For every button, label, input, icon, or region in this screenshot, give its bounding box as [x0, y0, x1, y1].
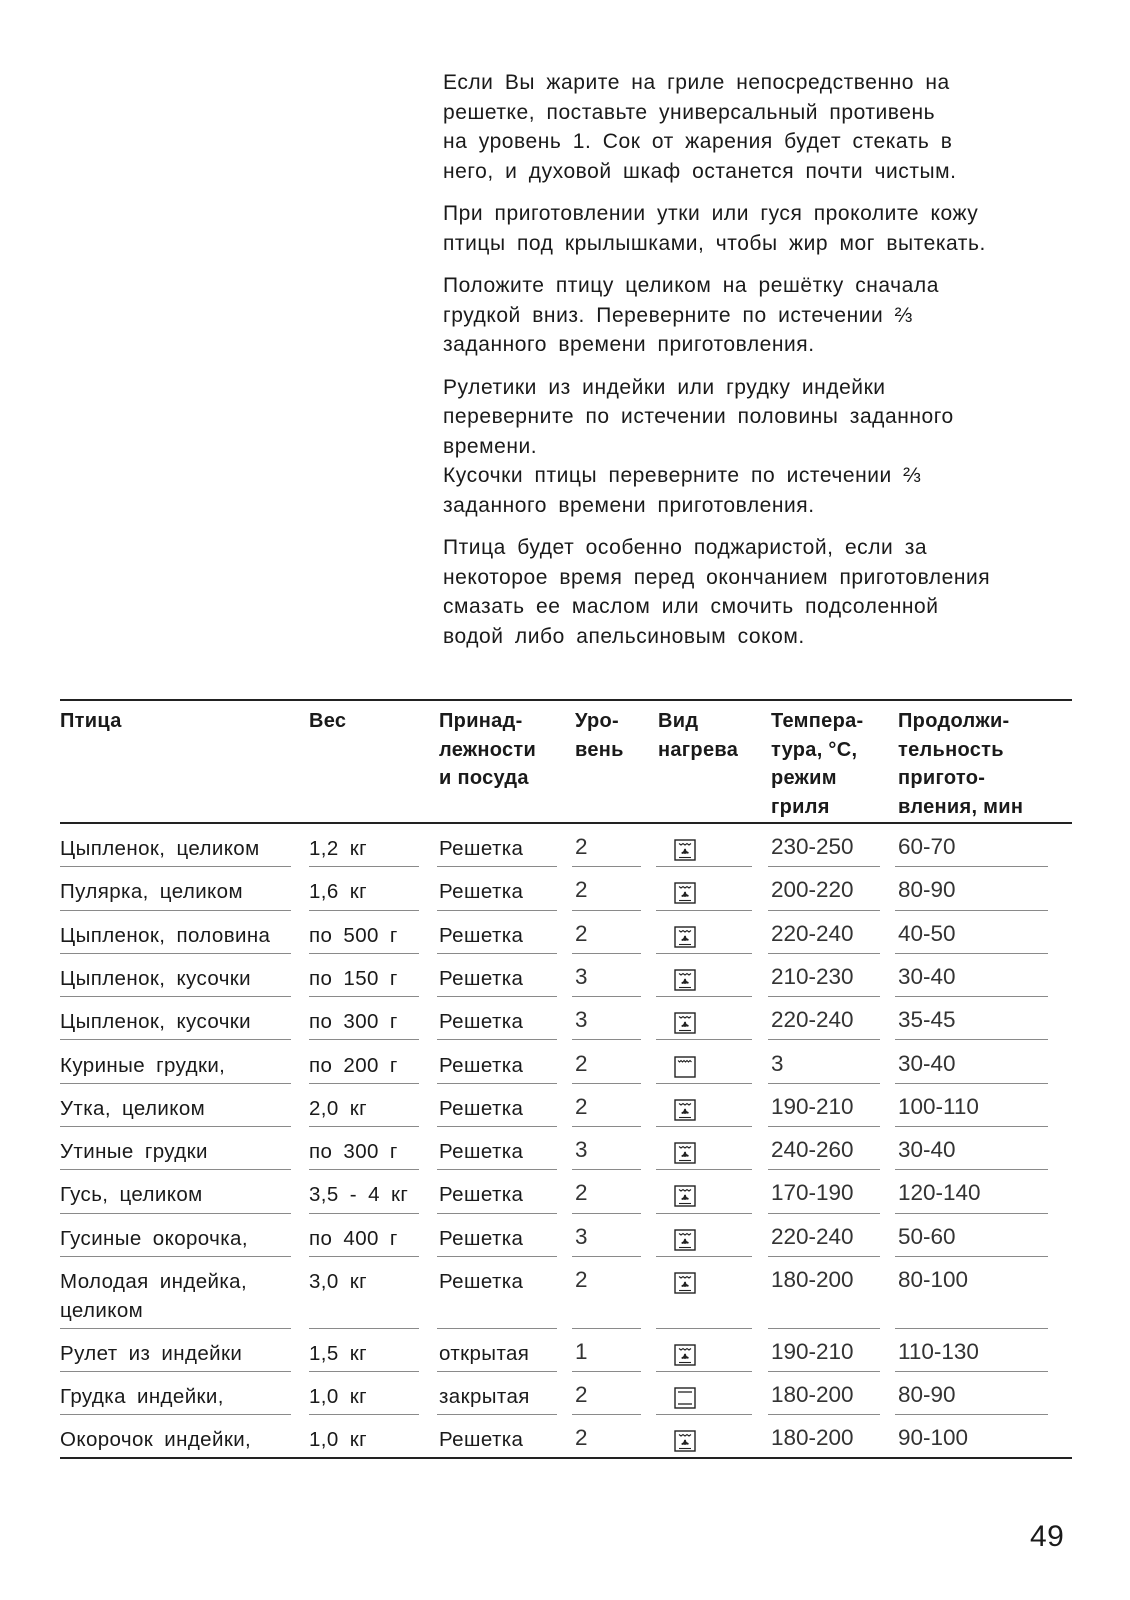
- intro-line: грудкой вниз. Переверните по истечении ⅔: [443, 303, 913, 327]
- cell-weight: по 500 г: [309, 923, 398, 947]
- bird-line: Рулет из индейки: [60, 1341, 243, 1365]
- intro-paragraph: [443, 271, 1073, 360]
- intro-line: При приготовлении утки или гуся проколите кожу: [443, 202, 979, 225]
- cell-level: 2: [575, 1267, 588, 1292]
- cell-weight: по 400 г: [309, 1226, 398, 1250]
- fan-grill-icon: [674, 926, 696, 948]
- cell-accessory: Решетка: [439, 966, 524, 990]
- header-line: тура, °C,: [771, 738, 858, 761]
- cell-weight: 3,0 кг: [309, 1270, 368, 1293]
- cell-duration: 35-45: [898, 1007, 956, 1033]
- cell-temperature: 200-220: [771, 877, 854, 903]
- cell-temperature: 190-210: [771, 1338, 854, 1364]
- table-row: [60, 1257, 1072, 1329]
- cell-level: 2: [575, 1050, 588, 1076]
- table-top-rule: [60, 699, 1072, 701]
- cell-bird: [60, 921, 270, 950]
- intro-paragraph: [443, 199, 1073, 258]
- cell-level: 3: [575, 1137, 588, 1163]
- header-line: Уро-: [575, 710, 619, 732]
- cell-level: 3: [575, 1007, 588, 1033]
- cell-weight: по 150 г: [309, 966, 398, 990]
- cell-accessory: Решетка: [439, 1183, 524, 1207]
- cell-temperature: 180-200: [771, 1425, 854, 1451]
- cell-temperature: 220-240: [771, 1007, 854, 1033]
- cell-bird: [60, 1137, 208, 1166]
- header-level: [575, 707, 624, 764]
- intro-paragraph: [443, 461, 1073, 520]
- bird-line: Пулярка, целиком: [60, 880, 243, 904]
- table-bottom-rule: [60, 1457, 1072, 1459]
- cell-duration: 80-100: [898, 1267, 969, 1292]
- intro-line: решетке, поставьте универсальный противень: [443, 100, 936, 124]
- cell-temperature: 180-200: [771, 1267, 854, 1292]
- cell-accessory: Решетка: [439, 1428, 524, 1452]
- fan-grill-icon: [674, 1012, 696, 1034]
- cell-level: 2: [575, 1180, 588, 1206]
- cell-level: 3: [575, 963, 588, 989]
- table-row: [60, 824, 1072, 867]
- cell-duration: 80-90: [898, 877, 956, 903]
- table-row: [60, 954, 1072, 997]
- fan-grill-icon: [674, 1142, 696, 1164]
- bird-line: Цыпленок, половина: [60, 923, 271, 947]
- bird-line: Молодая индейка,: [60, 1270, 248, 1293]
- table-row: [60, 997, 1072, 1040]
- cell-temperature: 240-260: [771, 1137, 854, 1163]
- cell-bird: [60, 1224, 248, 1253]
- header-bird: [60, 707, 122, 736]
- intro-line: заданного времени приготовления.: [443, 493, 815, 517]
- cell-bird: [60, 1051, 225, 1080]
- header-line: и посуда: [439, 767, 529, 789]
- bird-line: Цыпленок, кусочки: [60, 1010, 251, 1034]
- cell-weight: по 300 г: [309, 1010, 398, 1034]
- fan-grill-icon: [674, 1185, 696, 1207]
- header-line: режим: [771, 767, 837, 789]
- cell-bird: [60, 877, 243, 906]
- table-row: [60, 1329, 1072, 1372]
- bird-line: Грудка индейки,: [60, 1384, 224, 1408]
- cell-weight: 1,0 кг: [309, 1384, 368, 1408]
- cell-duration: 120-140: [898, 1180, 981, 1206]
- cell-accessory: Решетка: [439, 1010, 524, 1034]
- fan-grill-icon: [674, 882, 696, 904]
- header-accessory: [439, 707, 536, 793]
- header-duration: [898, 707, 1023, 821]
- cell-bird: [60, 964, 251, 993]
- table-row: [60, 1041, 1072, 1084]
- intro-paragraph: [443, 533, 1073, 651]
- cell-accessory: Решетка: [439, 1140, 524, 1164]
- cell-weight: 1,2 кг: [309, 837, 368, 860]
- bird-line: Гусиные окорочка,: [60, 1226, 248, 1250]
- cell-accessory: Решетка: [439, 1226, 524, 1250]
- fan-grill-icon: [674, 839, 696, 861]
- cell-duration: 50-60: [898, 1223, 956, 1249]
- header-line: тельность: [898, 738, 1004, 761]
- cell-duration: 60-70: [898, 834, 956, 859]
- table-row: [60, 1372, 1072, 1415]
- cell-bird: [60, 1267, 247, 1325]
- table-row: [60, 1214, 1072, 1257]
- cell-level: 2: [575, 877, 588, 903]
- intro-line: Кусочки птицы переверните по истечении ⅔: [443, 464, 922, 487]
- intro-paragraph: [443, 68, 1073, 186]
- header-line: вень: [575, 738, 624, 761]
- cell-accessory: Решетка: [439, 837, 524, 860]
- bird-line: Утка, целиком: [60, 1096, 206, 1120]
- header-line: пригото-: [898, 767, 986, 789]
- intro-line: времени.: [443, 434, 538, 458]
- intro-line: Птица будет особенно поджаристой, если за: [443, 536, 928, 559]
- bird-line: Цыпленок, кусочки: [60, 966, 251, 990]
- header-line: Темпера-: [771, 710, 864, 732]
- header-line: гриля: [771, 795, 830, 818]
- cell-duration: 30-40: [898, 1050, 956, 1076]
- cell-weight: 1,0 кг: [309, 1428, 368, 1452]
- cell-temperature: 210-230: [771, 963, 854, 989]
- table-row: [60, 1127, 1072, 1170]
- cell-temperature: 180-200: [771, 1381, 854, 1407]
- cell-accessory: Решетка: [439, 923, 524, 947]
- top-bottom-heat-icon: [674, 1387, 696, 1409]
- cell-duration: 100-110: [898, 1093, 979, 1119]
- cell-level: 2: [575, 1093, 588, 1119]
- cell-bird: [60, 834, 260, 863]
- cell-bird: [60, 1180, 203, 1209]
- cell-level: 2: [575, 920, 588, 946]
- intro-line: водой либо апельсиновым соком.: [443, 624, 805, 648]
- cell-level: 2: [575, 1381, 588, 1407]
- table-row: [60, 1170, 1072, 1213]
- cell-duration: 30-40: [898, 1137, 956, 1163]
- header-line: Принад-: [439, 710, 523, 732]
- header-line: нагрева: [658, 738, 739, 761]
- cell-weight: 1,6 кг: [309, 880, 368, 904]
- bird-line: Окорочок индейки,: [60, 1428, 252, 1452]
- fan-grill-icon: [674, 969, 696, 991]
- cell-accessory: открытая: [439, 1341, 530, 1365]
- fan-grill-icon: [674, 1272, 696, 1294]
- cell-bird: [60, 1425, 251, 1454]
- table-row: [60, 1415, 1072, 1458]
- bird-line: Куриные грудки,: [60, 1053, 226, 1077]
- cell-bird: [60, 1094, 205, 1123]
- cell-weight: 1,5 кг: [309, 1341, 368, 1365]
- header-line: Продолжи-: [898, 710, 1010, 732]
- header-weight: [309, 707, 346, 736]
- cell-level: 2: [575, 834, 588, 859]
- cell-weight: по 200 г: [309, 1053, 398, 1077]
- table-row: [60, 911, 1072, 954]
- intro-line: птицы под крылышками, чтобы жир мог вытекать.: [443, 231, 986, 255]
- header-line: вления, мин: [898, 795, 1024, 818]
- fan-grill-icon: [674, 1430, 696, 1452]
- cell-weight: по 300 г: [309, 1140, 398, 1164]
- bird-line: Утиные грудки: [60, 1140, 208, 1164]
- cell-temperature: 190-210: [771, 1093, 854, 1119]
- cell-accessory: Решетка: [439, 880, 524, 904]
- intro-line: на уровень 1. Сок от жарения будет стекать в: [443, 130, 953, 153]
- cell-level: 1: [575, 1338, 588, 1364]
- intro-line: переверните по истечении половины заданного: [443, 405, 954, 428]
- cell-temperature: 230-250: [771, 834, 854, 859]
- cell-bird: [60, 1382, 224, 1411]
- cell-temperature: 3: [771, 1050, 784, 1076]
- header-line: лежности: [439, 738, 537, 761]
- table-row: [60, 1084, 1072, 1127]
- cell-duration: 30-40: [898, 963, 956, 989]
- intro-line: Если Вы жарите на гриле непосредственно на: [443, 71, 950, 94]
- cell-accessory: закрытая: [439, 1384, 530, 1408]
- bird-line: Цыпленок, целиком: [60, 837, 260, 860]
- bird-line: целиком: [60, 1299, 144, 1322]
- intro-line: некоторое время перед окончанием приготовления: [443, 565, 991, 589]
- cell-duration: 40-50: [898, 920, 956, 946]
- table-row: [60, 867, 1072, 910]
- header-temperature: [771, 707, 863, 821]
- cell-accessory: Решетка: [439, 1270, 524, 1293]
- cell-accessory: Решетка: [439, 1053, 524, 1077]
- cell-duration: 110-130: [898, 1338, 979, 1364]
- header-line: Вес: [309, 710, 347, 732]
- page-number: 49: [1030, 1520, 1065, 1553]
- intro-line: Рулетики из индейки или грудку индейки: [443, 375, 886, 399]
- intro-line: смазать ее маслом или смочить подсоленной: [443, 595, 939, 618]
- header-line: Вид: [658, 710, 699, 732]
- intro-line: Положите птицу целиком на решётку сначала: [443, 274, 939, 297]
- intro-line: заданного времени приготовления.: [443, 333, 815, 356]
- cell-bird: [60, 1007, 251, 1036]
- header-heating-mode: [658, 707, 738, 764]
- cell-level: 2: [575, 1425, 588, 1451]
- cell-weight: 2,0 кг: [309, 1096, 368, 1120]
- fan-grill-icon: [674, 1099, 696, 1121]
- cell-temperature: 220-240: [771, 920, 854, 946]
- cell-temperature: 220-240: [771, 1223, 854, 1249]
- cell-temperature: 170-190: [771, 1180, 854, 1206]
- bird-line: Гусь, целиком: [60, 1183, 203, 1207]
- intro-line: него, и духовой шкаф останется почти чистым.: [443, 159, 957, 183]
- cell-duration: 90-100: [898, 1425, 969, 1451]
- cell-weight: 3,5 - 4 кг: [309, 1183, 409, 1207]
- large-grill-icon: [674, 1056, 696, 1078]
- fan-grill-icon: [674, 1229, 696, 1251]
- cell-duration: 80-90: [898, 1381, 956, 1407]
- cell-accessory: Решетка: [439, 1096, 524, 1120]
- fan-grill-icon: [674, 1344, 696, 1366]
- intro-paragraph: [443, 373, 1073, 462]
- intro-text: [443, 68, 1073, 664]
- cell-bird: [60, 1339, 242, 1368]
- header-line: Птица: [60, 710, 122, 732]
- cell-level: 3: [575, 1223, 588, 1249]
